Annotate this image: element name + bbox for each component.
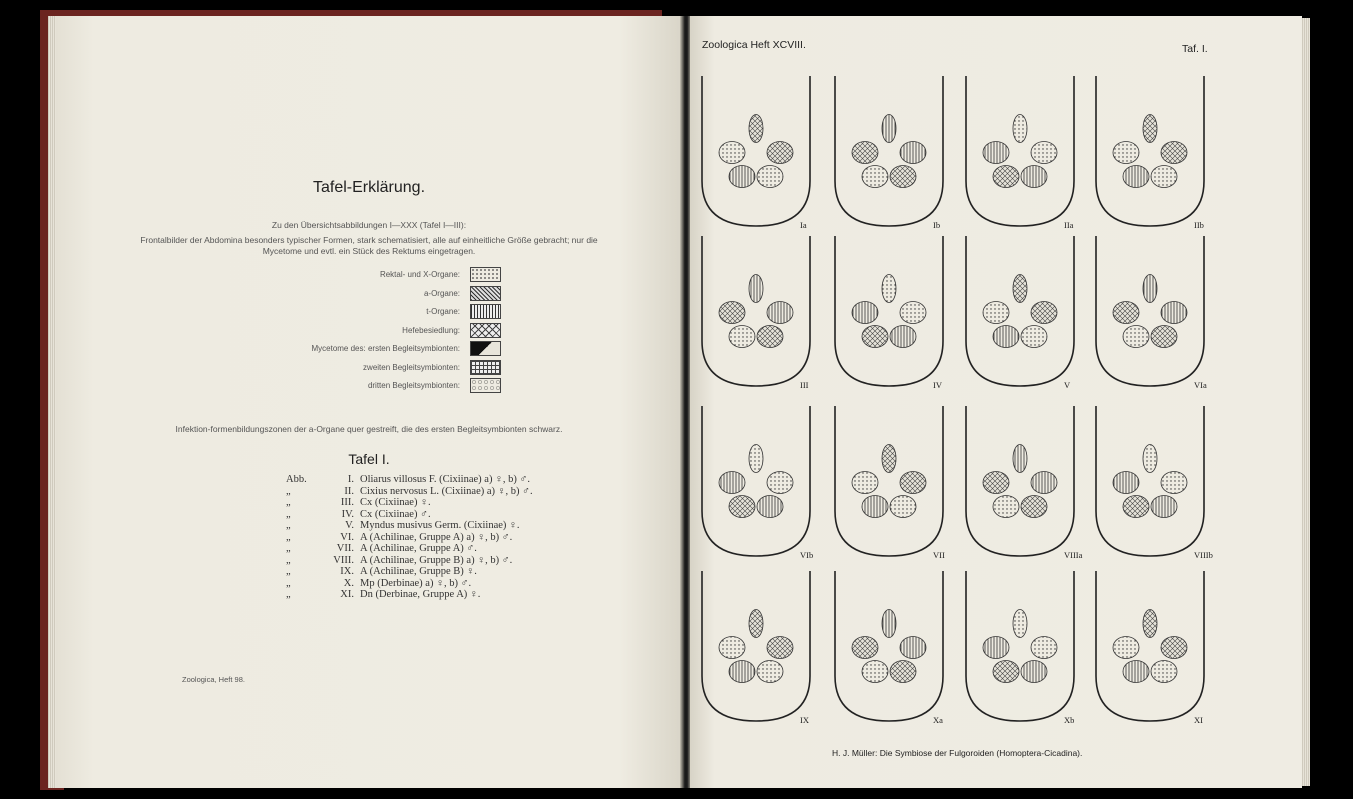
entry-number: XI. [340,589,354,600]
entry-text: Mp (Derbinae) a) ♀, b) ♂. [360,577,472,589]
figure-entry [286,497,431,508]
legend-swatch [470,323,501,338]
intro-line-3: Mycetome und evtl. ein Stück des Rektums eingetragen. [262,246,476,256]
intro-line-1: Zu den Übersichtsabbildungen I—XXX (Tafel I—III): [271,220,467,230]
plate-figure [966,571,1074,725]
plate-figure [702,236,810,390]
figure-entry [286,577,472,589]
legend-swatch [470,304,501,319]
entry-text: A (Achilinae, Gruppe B) a) ♀, b) ♂. [360,554,513,566]
legend-label: Mycetome des: ersten Begleitsymbionten: [311,344,460,353]
figure-entry [286,531,513,543]
figure-label: IV [933,380,942,390]
plate-figure [966,76,1074,230]
entry-number: V. [345,520,354,531]
legend-swatch [470,378,501,393]
entry-prefix: „ [286,589,291,600]
figure-entry [286,589,481,600]
right-page-edges [1302,18,1310,786]
legend-label: Hefebesiedlung: [402,325,460,335]
figure-label: VIIIa [1064,550,1083,560]
entry-number: IX. [340,566,354,577]
entry-number: VII. [336,543,354,554]
plate-figure [835,571,943,725]
figure-label: IIb [1194,220,1204,230]
entry-text: Oliarus villosus F. (Cixiinae) a) ♀, b) ♂. [360,474,531,485]
figure-label: Xa [933,715,943,725]
plate-figures [690,16,1302,788]
legend-label: Rektal- und X-Organe: [379,270,460,279]
right-page [690,16,1302,788]
legend-swatch [470,286,501,301]
figure-entry [286,520,520,531]
entry-text: Myndus musivus Germ. (Cixiinae) ♀. [360,520,520,531]
entry-number: III. [340,497,354,508]
legend-swatch [470,267,501,282]
plate-figure [835,406,945,560]
plate-figure [1096,571,1204,725]
page-heading: Tafel-Erklärung. [312,179,426,196]
figure-entry [286,543,477,554]
entry-text: A (Achilinae, Gruppe A) ♂. [360,543,477,554]
legend-swatch [470,360,501,375]
figure-label: VIb [800,550,814,560]
figure-entry [286,508,431,520]
entry-prefix: „ [286,520,291,531]
figure-label: Xb [1064,715,1075,725]
entry-text: Dn (Derbinae, Gruppe A) ♀. [360,589,481,600]
plate-figure [1096,236,1207,390]
entry-text: Cx (Cixiinae) ♀. [360,497,431,508]
figure-label: IX [800,715,809,725]
figure-label: Ib [933,220,941,230]
entry-prefix: „ [286,497,291,508]
legend-label: dritten Begleitsymbionten: [367,381,460,390]
entry-prefix: „ [286,485,291,497]
intro-line-2: Frontalbilder der Abdomina besonders typischer Formen, stark schematisiert, alle auf einheitliche Größe gebracht; nur die [140,235,598,245]
tafel-heading: Tafel I. [348,451,390,467]
entry-text: A (Achilinae, Gruppe B) ♀. [360,566,477,577]
plate-figure [702,571,810,725]
entry-number: IV. [341,508,354,520]
left-page [56,16,682,788]
entry-prefix: „ [286,543,291,554]
figure-entry [286,566,477,577]
plate-figure [835,76,943,230]
figure-entry [286,554,513,566]
figure-label: VIa [1194,380,1207,390]
legend-label: t-Organe: [426,307,460,316]
figure-label: VII [933,550,945,560]
legend-swatch [470,341,501,356]
figure-label: IIa [1064,220,1074,230]
entry-text: Cx (Cixiinae) ♂. [360,508,431,520]
page-footer: Zoologica, Heft 98. [182,675,245,684]
entry-text: A (Achilinae, Gruppe A) a) ♀, b) ♂. [360,531,513,543]
figure-entry [286,474,531,485]
legend-note: Infektion-formenbildungszonen der a-Organe quer gestreift, die des ersten Begleitsymbionten schwarz. [175,424,563,434]
entry-prefix: „ [286,508,291,520]
plate-figure [702,76,810,230]
plate-figure [835,236,943,390]
entry-number: I. [347,474,354,485]
figure-label: XI [1194,715,1203,725]
plate-figure [1096,406,1213,560]
figure-label: Ia [800,220,807,230]
plate-figure [966,406,1083,560]
entry-prefix: „ [286,566,291,577]
plate-figure [702,406,813,560]
entry-number: VI. [340,531,354,543]
journal-header: Zoologica Heft XCVIII. [702,39,806,51]
plate-number: Taf. I. [1182,43,1208,55]
legend-label: a-Organe: [423,288,460,298]
figure-label: VIIIb [1194,550,1213,560]
plate-figure [1096,76,1204,230]
figure-label: V [1064,380,1071,390]
entry-number: VIII. [333,554,354,566]
legend-label: zweiten Begleitsymbionten: [363,362,460,372]
entry-number: II. [344,485,354,497]
entry-prefix: „ [286,531,291,543]
entry-prefix: Abb. [286,474,307,485]
figure-entry [286,485,533,497]
plate-figure [966,236,1074,390]
entry-prefix: „ [286,554,291,566]
entry-text: Cixius nervosus L. (Cixiinae) a) ♀, b) ♂. [360,485,533,497]
entry-number: X. [343,577,354,589]
figure-label: III [800,380,809,390]
entry-prefix: „ [286,577,291,589]
plate-caption: H. J. Müller: Die Symbiose der Fulgoroiden (Homoptera-Cicadina). [832,748,1083,758]
